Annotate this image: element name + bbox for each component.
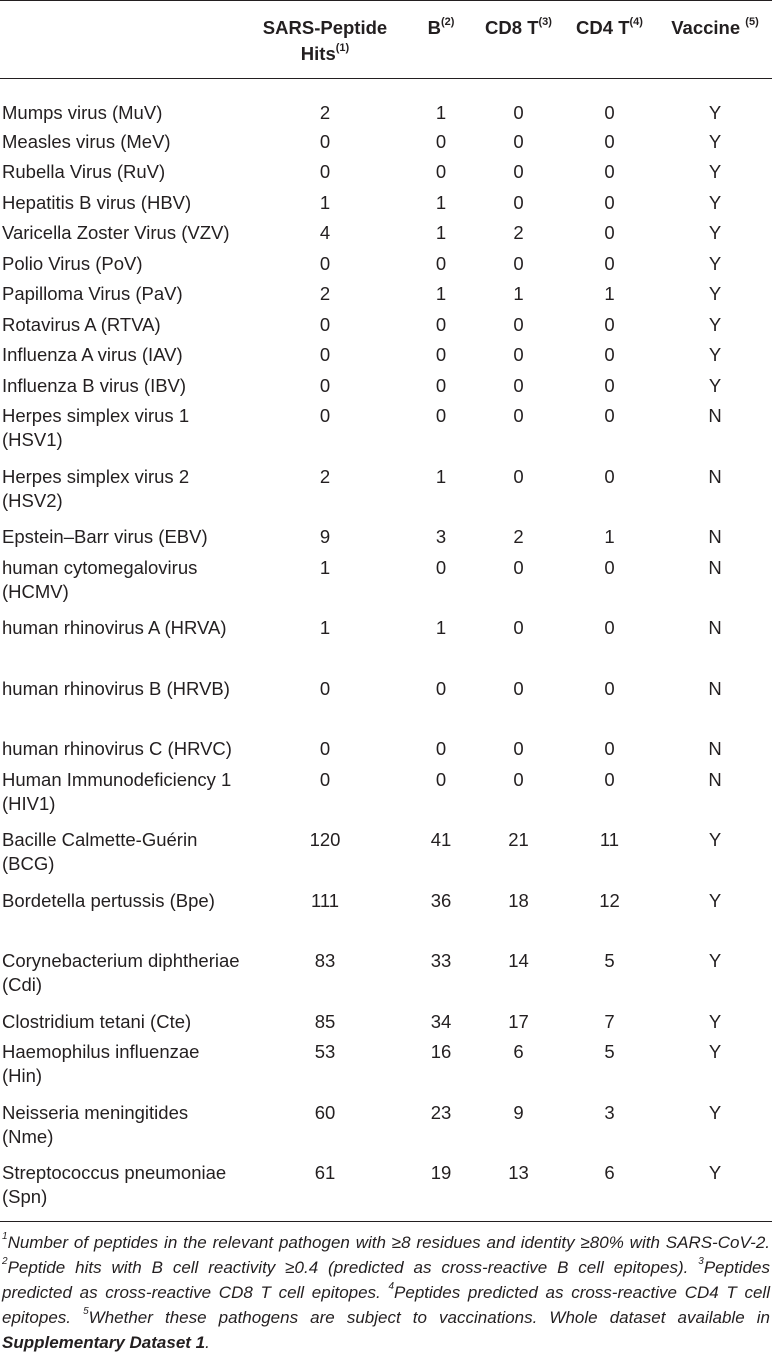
table-row [0, 1098, 772, 1159]
cell-cd8-t: 0 [513, 405, 524, 426]
cell-cd8-t: 0 [513, 344, 524, 365]
cell-vaccine: Y [708, 950, 722, 971]
cell-cd4-t: 0 [604, 556, 615, 578]
cell-cd4-t: 0 [604, 161, 615, 182]
cell-vaccine: N [708, 526, 722, 547]
header-sars-peptide-hits: SARS-Peptide Hits$^{(1)}$ [244, 1, 406, 79]
supplementary-dataset-reference: Supplementary Dataset 1 [2, 1333, 206, 1352]
cell-sars-peptide-hits: 53 [314, 1041, 336, 1062]
cell-pathogen-name: human cytomegalovirus (HCMV) [2, 556, 198, 602]
cell-sars-peptide-hits: 1 [319, 191, 331, 213]
table-row [0, 218, 772, 249]
cell-cd8-t: 14 [508, 950, 529, 971]
cell-pathogen-name: Human Immunodeficiency 1 (HIV1) [2, 768, 232, 814]
cell-pathogen-name: Hepatitis B virus (HBV) [2, 191, 192, 213]
table-row [0, 825, 772, 886]
cell-cd4-t: 0 [604, 313, 615, 335]
cell-sars-peptide-hits: 0 [319, 130, 331, 152]
cell-cd4-t: 3 [604, 1101, 615, 1123]
cell-vaccine: Y [708, 889, 722, 911]
cell-sars-peptide-hits: 120 [309, 829, 341, 850]
cell-b: 33 [430, 950, 452, 971]
cell-cd4-t: 1 [604, 283, 615, 304]
cell-vaccine: N [708, 617, 722, 638]
cell-vaccine: Y [708, 1041, 722, 1062]
cell-cd8-t: 0 [513, 768, 524, 790]
cell-vaccine: Y [708, 829, 722, 850]
cell-cd4-t: 5 [604, 1041, 615, 1062]
cell-cd8-t: 0 [513, 130, 524, 152]
cell-cd4-t: 6 [604, 1162, 615, 1183]
cell-pathogen-name: Streptococcus pneumoniae (Spn) [2, 1162, 227, 1207]
cell-vaccine: Y [708, 161, 722, 182]
cell-pathogen-name: Neisseria meningitides (Nme) [2, 1101, 189, 1147]
cell-sars-peptide-hits: 4 [319, 222, 331, 243]
cell-pathogen-name: Measles virus (MeV) [2, 130, 171, 152]
table-row [0, 79, 772, 127]
cell-vaccine: Y [708, 1010, 722, 1032]
cell-cd8-t: 2 [513, 222, 524, 243]
cell-cd8-t: 0 [513, 102, 524, 123]
table-row [0, 553, 772, 614]
cell-vaccine: N [708, 738, 722, 759]
cell-vaccine: Y [708, 1162, 722, 1183]
cell-vaccine: N [708, 677, 722, 699]
cell-cd8-t: 17 [508, 1010, 529, 1032]
cell-pathogen-name: Influenza A virus (IAV) [2, 344, 183, 365]
cell-cd4-t: 11 [599, 829, 620, 850]
cell-vaccine: Y [708, 252, 722, 274]
cell-vaccine: N [708, 405, 722, 426]
cell-sars-peptide-hits: 60 [314, 1101, 336, 1123]
cell-cd4-t: 0 [604, 130, 615, 152]
cell-vaccine: Y [708, 130, 722, 152]
cell-b: 0 [435, 677, 447, 699]
cell-cd4-t: 0 [604, 465, 615, 487]
cell-cd8-t: 0 [513, 252, 524, 274]
cell-b: 0 [435, 405, 447, 426]
cell-cd4-t: 12 [599, 889, 620, 911]
table-row [0, 310, 772, 341]
table-row [0, 249, 772, 280]
cell-b: 1 [435, 617, 447, 638]
cell-b: 0 [435, 252, 447, 274]
cell-cd4-t: 5 [604, 950, 615, 971]
table-body [0, 79, 772, 1222]
cell-cd4-t: 0 [604, 677, 615, 699]
cell-b: 16 [430, 1041, 452, 1062]
cell-vaccine: Y [708, 344, 722, 365]
cell-sars-peptide-hits: 1 [319, 556, 331, 578]
cell-cd4-t: 1 [604, 526, 615, 547]
cell-pathogen-name: human rhinovirus C (HRVC) [2, 738, 232, 759]
cell-cd8-t: 2 [513, 526, 524, 547]
cell-pathogen-name: Corynebacterium diphtheriae (Cdi) [2, 950, 240, 995]
cell-sars-peptide-hits: 0 [319, 344, 331, 365]
table-row [0, 279, 772, 310]
cell-b: 1 [435, 465, 447, 487]
cell-cd8-t: 0 [513, 677, 524, 699]
table-row [0, 1037, 772, 1098]
table-row [0, 157, 772, 188]
cell-b: 1 [435, 102, 447, 123]
cell-cd8-t: 0 [513, 738, 524, 759]
cell-b: 0 [435, 130, 447, 152]
cell-pathogen-name: Clostridium tetani (Cte) [2, 1010, 192, 1032]
cell-b: 36 [430, 889, 452, 911]
cell-sars-peptide-hits: 85 [314, 1010, 336, 1032]
table-row [0, 340, 772, 371]
cell-cd8-t: 0 [513, 161, 524, 182]
cell-pathogen-name: Bacille Calmette-Guérin (BCG) [2, 829, 198, 874]
cell-vaccine: Y [708, 1101, 722, 1123]
cell-sars-peptide-hits: 0 [319, 161, 331, 182]
cell-b: 1 [435, 283, 447, 304]
cell-sars-peptide-hits: 2 [319, 102, 331, 123]
cell-vaccine: Y [708, 283, 722, 304]
table-row [0, 1158, 772, 1221]
table-row [0, 462, 772, 523]
cell-pathogen-name: Herpes simplex virus 2 (HSV2) [2, 465, 190, 511]
table-row [0, 734, 772, 765]
cell-pathogen-name: Influenza B virus (IBV) [2, 374, 187, 396]
cell-vaccine: N [708, 556, 722, 578]
header-pathogen [0, 1, 244, 79]
cell-vaccine: Y [708, 313, 722, 335]
cell-cd8-t: 0 [513, 313, 524, 335]
cell-b: 0 [435, 161, 447, 182]
cell-pathogen-name: Epstein–Barr virus (EBV) [2, 526, 208, 547]
cell-sars-peptide-hits: 0 [319, 405, 331, 426]
cell-vaccine: Y [708, 191, 722, 213]
cell-b: 0 [435, 344, 447, 365]
header-cd4-t: CD4 $T^{(4)}$ [561, 1, 658, 79]
cell-b: 0 [435, 738, 447, 759]
cell-vaccine: Y [708, 374, 722, 396]
cell-pathogen-name: Varicella Zoster Virus (VZV) [2, 222, 230, 243]
cell-b: 34 [430, 1010, 452, 1032]
header-vaccine: Vaccine $^{(5)}$ [658, 1, 772, 79]
table-row [0, 371, 772, 402]
cell-sars-peptide-hits: 0 [319, 374, 331, 396]
cell-b: 3 [435, 526, 447, 547]
cell-pathogen-name: Polio Virus (PoV) [2, 252, 143, 274]
table-row [0, 613, 772, 674]
header-cd8-t: CD8 $T^{(3)}$ [476, 1, 561, 79]
cell-sars-peptide-hits: 0 [319, 768, 331, 790]
cell-vaccine: N [708, 465, 722, 487]
cell-sars-peptide-hits: 0 [319, 313, 331, 335]
cell-b: 41 [430, 829, 452, 850]
cell-cd8-t: 18 [508, 889, 529, 911]
cell-cd8-t: 1 [513, 283, 524, 304]
cell-sars-peptide-hits: 2 [319, 283, 331, 304]
cell-b: 0 [435, 556, 447, 578]
table-row [0, 765, 772, 826]
cell-sars-peptide-hits: 111 [310, 889, 340, 911]
cell-cd8-t: 0 [513, 617, 524, 638]
cell-vaccine: Y [708, 102, 722, 123]
cell-vaccine: Y [708, 222, 722, 243]
cell-cd4-t: 0 [604, 102, 615, 123]
cell-sars-peptide-hits: 2 [319, 465, 331, 487]
cell-cd4-t: 0 [604, 738, 615, 759]
table-row [0, 886, 772, 947]
cell-pathogen-name: Rotavirus A (RTVA) [2, 313, 161, 335]
table-row [0, 1007, 772, 1038]
cell-cd8-t: 9 [513, 1101, 524, 1123]
cell-pathogen-name: human rhinovirus A (HRVA) [2, 617, 227, 638]
cell-sars-peptide-hits: 0 [319, 677, 331, 699]
cell-pathogen-name: Papilloma Virus (PaV) [2, 283, 183, 304]
cell-vaccine: N [708, 768, 722, 790]
cell-pathogen-name: Haemophilus influenzae (Hin) [2, 1041, 200, 1086]
table-row [0, 522, 772, 553]
cell-cd4-t: 7 [604, 1010, 615, 1032]
cell-b: 1 [435, 191, 447, 213]
cell-sars-peptide-hits: 83 [314, 950, 336, 971]
cell-pathogen-name: Bordetella pertussis (Bpe) [2, 889, 215, 911]
table-footnote: $^1$Number of peptides in the relevant pathogen with ≥8 residues and identity ≥80% with SARS-CoV-2. $^2$Peptide hits with B cell reactivity ≥0.4 (predicted as cross-reactive B cell epitopes). $^3$Peptides predicted as cross-reactive CD8 T cell epitopes. $^4$Peptides predicted as cross-reactive CD4 T cell epitopes. $^5$Whether these pathogens are subject to vaccinations. Whole dataset available in Supplementary Dataset 1. [2, 1231, 770, 1352]
cell-pathogen-name: Herpes simplex virus 1 (HSV1) [2, 405, 190, 450]
table-row [0, 946, 772, 1007]
header-b: $B^{(2)}$ [406, 1, 476, 79]
cell-cd4-t: 0 [604, 191, 615, 213]
cell-sars-peptide-hits: 61 [314, 1162, 336, 1183]
cell-cd8-t: 0 [513, 556, 524, 578]
table-header-row [0, 1, 772, 79]
cell-b: 23 [430, 1101, 452, 1123]
cell-cd8-t: 21 [508, 829, 529, 850]
cell-cd4-t: 0 [604, 344, 615, 365]
cell-cd8-t: 0 [513, 465, 524, 487]
table-row [0, 674, 772, 735]
cell-b: 19 [430, 1162, 452, 1183]
cell-cd4-t: 0 [604, 374, 615, 396]
cell-cd8-t: 0 [513, 374, 524, 396]
cell-cd4-t: 0 [604, 768, 615, 790]
cell-sars-peptide-hits: 0 [319, 252, 331, 274]
table-row [0, 188, 772, 219]
cell-cd8-t: 0 [513, 191, 524, 213]
cell-cd4-t: 0 [604, 222, 615, 243]
cell-sars-peptide-hits: 0 [319, 738, 331, 759]
cell-pathogen-name: human rhinovirus B (HRVB) [2, 677, 230, 699]
cell-cd4-t: 0 [604, 405, 615, 426]
cell-cd8-t: 6 [513, 1041, 524, 1062]
cell-cd8-t: 13 [508, 1162, 529, 1183]
cell-b: 1 [435, 222, 447, 243]
cell-cd4-t: 0 [604, 617, 615, 638]
cell-cd4-t: 0 [604, 252, 615, 274]
cell-b: 0 [435, 768, 447, 790]
cell-sars-peptide-hits: 1 [319, 617, 331, 638]
cell-pathogen-name: Rubella Virus (RuV) [2, 161, 166, 182]
table-row [0, 127, 772, 158]
cell-b: 0 [435, 313, 447, 335]
cell-b: 0 [435, 374, 447, 396]
cell-sars-peptide-hits: 9 [319, 526, 331, 547]
table-row [0, 401, 772, 462]
cell-pathogen-name: Mumps virus (MuV) [2, 102, 163, 123]
